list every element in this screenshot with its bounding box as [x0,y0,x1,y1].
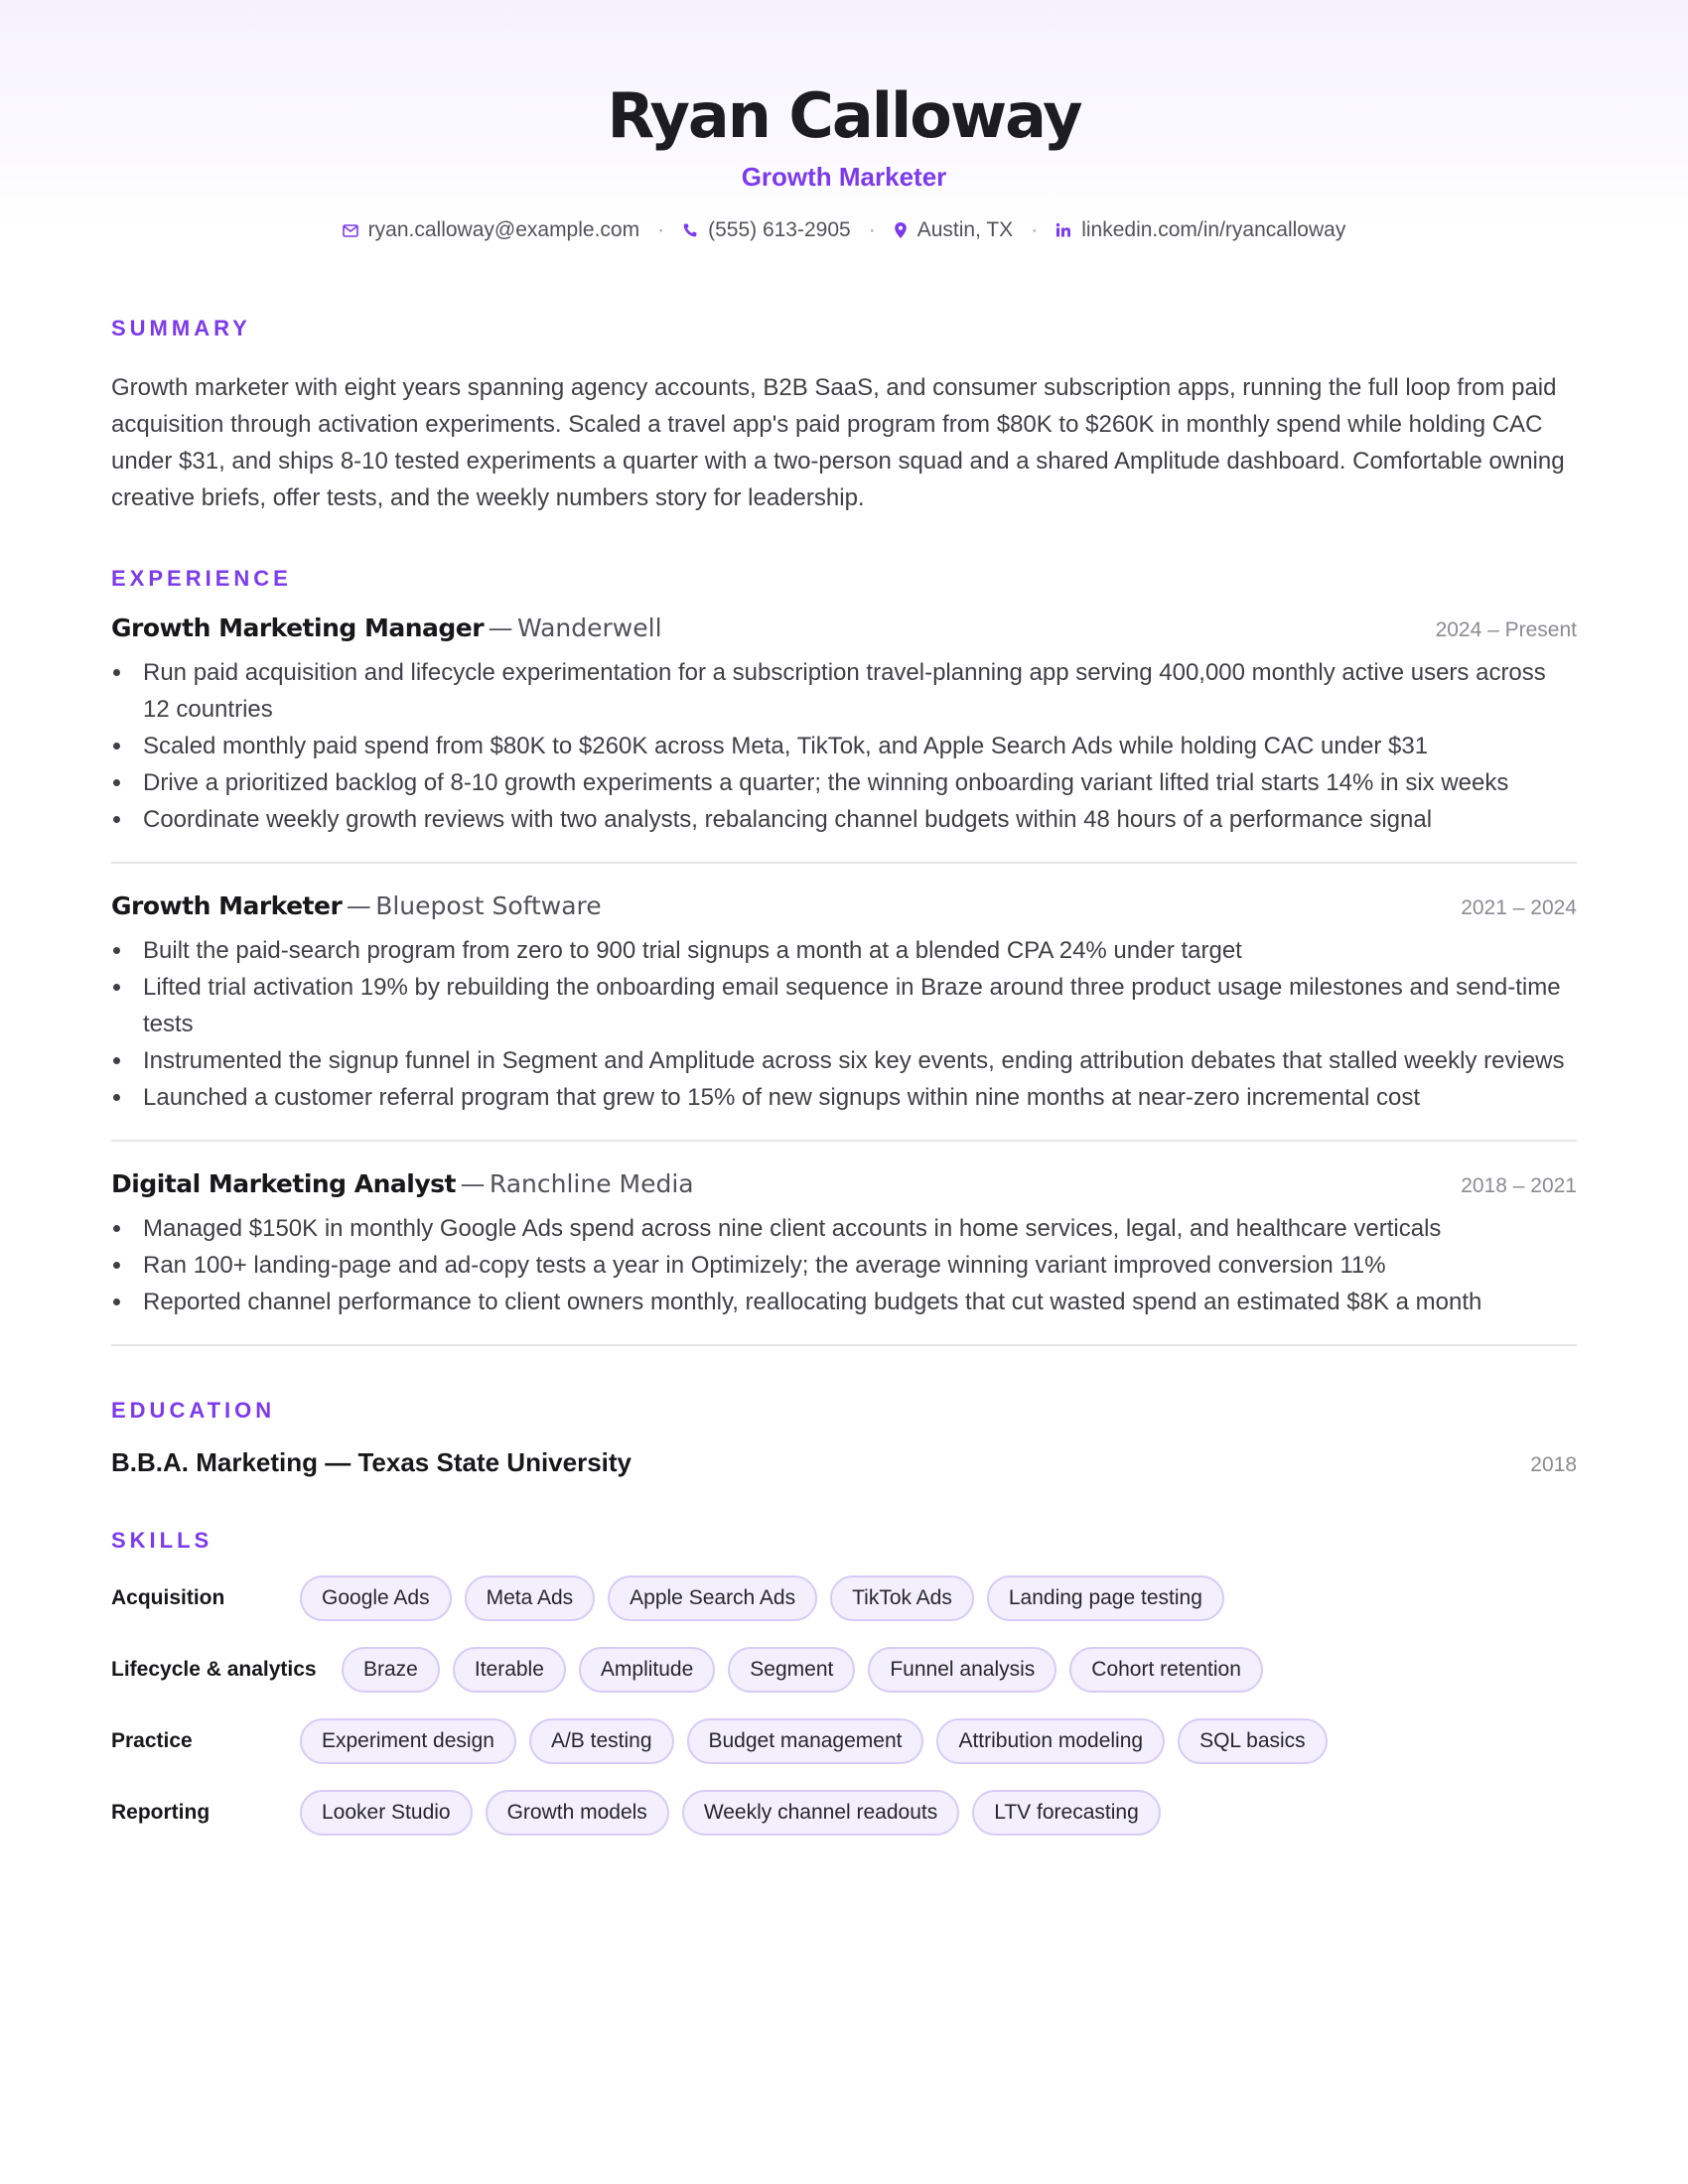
skill-chip: LTV forecasting [972,1790,1161,1836]
job-title: Growth Marketer [111,891,343,921]
job-heading [111,1169,694,1198]
summary-section [111,316,1577,516]
job-company: Wanderwell [516,614,662,643]
job-dates: 2018 – 2021 [1461,1174,1577,1198]
candidate-name: Ryan Calloway [607,79,1081,152]
job-company: Bluepost Software [375,891,602,921]
job-bullets [111,932,1577,1116]
job-dash: — [460,1169,486,1199]
job-bullet: Launched a customer referral program that grew to 15% of new signups within nine months at near-zero incremental cost [111,1079,1577,1116]
job-bullet: Reported channel performance to client owners monthly, reallocating budgets that cut wasted spend an estimated $8K a month [111,1284,1577,1320]
job-entry [111,614,1577,864]
skill-chip: Experiment design [300,1718,516,1764]
job-header [111,614,1577,642]
job-bullet: Drive a prioritized backlog of 8-10 growth experiments a quarter; the winning onboarding variant lifted trial starts 14% in six weeks [111,764,1577,801]
job-divider [111,1140,1577,1142]
contact-separator: · [868,218,876,242]
job-bullet: Coordinate weekly growth reviews with two analysts, rebalancing channel budgets within 48 hours of a performance signal [111,801,1577,838]
contact-phone[interactable] [682,218,851,242]
skill-chip: TikTok Ads [830,1575,974,1621]
skill-group-label: Practice [111,1729,193,1753]
skill-chips [300,1790,1174,1836]
contact-linkedin[interactable] [1055,218,1345,242]
skill-group [111,1647,1577,1693]
job-dash: — [488,614,513,643]
skill-chips [300,1575,1237,1621]
education-section [111,1398,1577,1478]
skill-group-label: Acquisition [111,1586,225,1610]
contact-location-text: Austin, TX [916,218,1014,242]
job-entry [111,891,1577,1142]
job-header [111,891,1577,920]
job-bullet: Run paid acquisition and lifecycle experimentation for a subscription travel-planning app serving 400,000 monthly active users across 12 countries [111,654,1577,728]
job-bullet: Built the paid-search program from zero to 900 trial signups a month at a blended CPA 24% under target [111,932,1577,969]
skill-chip: Segment [728,1647,855,1693]
job-bullet: Lifted trial activation 19% by rebuilding the onboarding email sequence in Braze around three product usage milestones and send-time tests [111,969,1577,1042]
linkedin-icon [1055,222,1071,238]
section-title-summary: SUMMARY [111,316,251,341]
contact-location [894,218,1014,242]
education-entry [111,1447,1577,1478]
mail-icon [343,224,358,237]
job-bullet: Managed $150K in monthly Google Ads spend across nine client accounts in home services, legal, and healthcare verticals [111,1210,1577,1247]
skill-chip: SQL basics [1178,1718,1328,1764]
job-title: Digital Marketing Analyst [111,1169,456,1199]
candidate-role: Growth Marketer [741,162,947,193]
skill-chip: Budget management [687,1718,924,1764]
phone-icon [682,222,698,238]
education-year: 2018 [1530,1453,1577,1477]
job-bullets [111,654,1577,838]
education-degree: B.B.A. Marketing — Texas State University [111,1447,633,1478]
job-header [111,1169,1577,1198]
contact-bar [111,218,1577,242]
job-bullet: Scaled monthly paid spend from $80K to $260K across Meta, TikTok, and Apple Search Ads while holding CAC under $31 [111,728,1577,764]
skill-chips [342,1647,1276,1693]
job-heading [111,614,662,642]
contact-email[interactable] [343,218,639,242]
job-dates: 2021 – 2024 [1461,896,1577,920]
job-heading [111,891,602,920]
section-title-experience: EXPERIENCE [111,566,292,592]
skill-group [111,1718,1577,1764]
skill-chip: Growth models [486,1790,669,1836]
resume-header [111,0,1577,242]
skill-chip: Funnel analysis [868,1647,1056,1693]
skill-chip: Cohort retention [1069,1647,1263,1693]
job-bullet: Instrumented the signup funnel in Segment and Amplitude across six key events, ending attribution debates that stalled weekly reviews [111,1042,1577,1079]
job-divider [111,1344,1577,1346]
skill-group-label: Reporting [111,1801,211,1825]
skill-chip: Braze [342,1647,440,1693]
job-title: Growth Marketing Manager [111,614,485,643]
section-title-education: EDUCATION [111,1398,276,1424]
skill-chip: A/B testing [529,1718,674,1764]
skill-group [111,1790,1577,1836]
section-title-skills: SKILLS [111,1528,213,1554]
location-pin-icon [894,221,908,239]
job-entry [111,1169,1577,1346]
skill-chip: Looker Studio [300,1790,473,1836]
skill-group [111,1575,1577,1621]
job-bullet: Ran 100+ landing-page and ad-copy tests a year in Optimizely; the average winning variant improved conversion 11% [111,1247,1577,1284]
experience-section [111,566,1577,1346]
summary-text: Growth marketer with eight years spanning agency accounts, B2B SaaS, and consumer subscription apps, running the full loop from paid acquisition through activation experiments. Scaled a travel app's paid program from $80K to $260K in monthly spend while holding CAC under $31, and ships 8-10 tested experiments a quarter with a two-person squad and a shared Amplitude dashboard. Comfortable owning creative briefs, offer tests, and the weekly numbers story for leadership. [111,374,1565,512]
skill-chip: Landing page testing [987,1575,1224,1621]
skill-chip: Meta Ads [465,1575,596,1621]
skill-group-label: Lifecycle & analytics [111,1658,317,1682]
job-divider [111,862,1577,864]
contact-separator: · [657,218,665,242]
job-bullets [111,1210,1577,1320]
job-company: Ranchline Media [489,1169,694,1199]
contact-phone-text: (555) 613-2905 [708,218,851,242]
skill-chip: Iterable [453,1647,566,1693]
job-dates: 2024 – Present [1435,618,1577,642]
skills-section [111,1528,1577,1836]
skill-chip: Apple Search Ads [608,1575,817,1621]
skill-chip: Attribution modeling [936,1718,1165,1764]
skill-chip: Weekly channel readouts [682,1790,959,1836]
skill-chips [300,1718,1340,1764]
job-dash: — [346,891,371,921]
contact-linkedin-text: linkedin.com/in/ryancalloway [1081,218,1346,242]
skill-chip: Amplitude [579,1647,715,1693]
skill-chip: Google Ads [300,1575,452,1621]
contact-separator: · [1031,218,1039,242]
contact-email-text: ryan.calloway@example.com [367,218,640,242]
